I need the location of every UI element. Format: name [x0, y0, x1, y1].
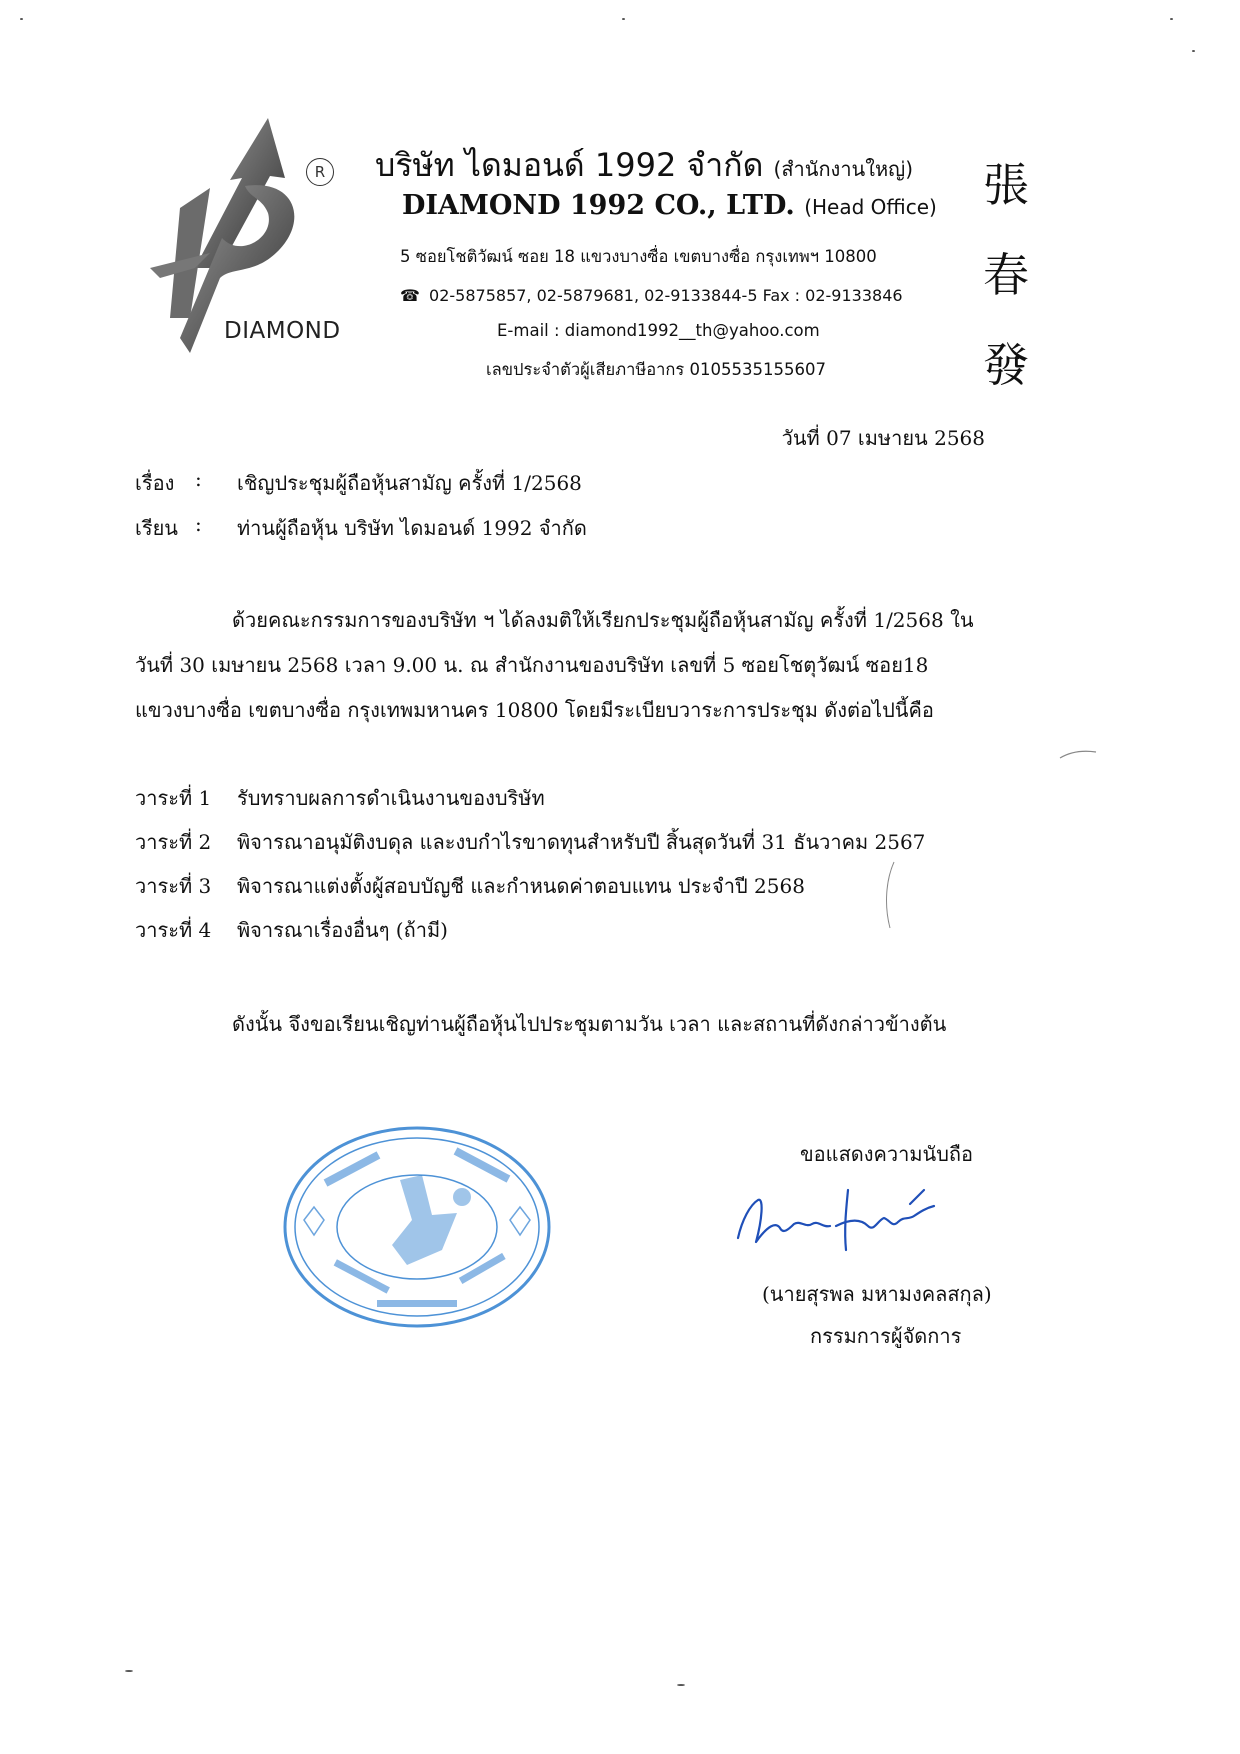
- agenda-item-label: วาระที่ 4: [135, 918, 212, 942]
- body-line: แขวงบางซื่อ เขตบางซื่อ กรุงเทพมหานคร 10800 โดยมีระเบียบวาระการประชุม ดังต่อไปนี้คือ: [135, 698, 934, 722]
- agenda-item-label: วาระที่ 3: [135, 874, 212, 898]
- agenda-item-text: พิจารณาเรื่องอื่นๆ (ถ้ามี): [237, 918, 448, 942]
- agenda-item-label: วาระที่ 1: [135, 786, 212, 810]
- agenda-item-text: พิจารณาอนุมัติงบดุล และงบกำไรขาดทุนสำหรับปี สิ้นสุดวันที่ 31 ธันวาคม 2567: [237, 830, 926, 854]
- company-branch-english: (Head Office): [804, 195, 937, 219]
- telephone-icon: ☎: [400, 286, 420, 305]
- agenda-item-text: พิจารณาแต่งตั้งผู้สอบบัญชี และกำหนดค่าตอบแทน ประจำปี 2568: [237, 874, 805, 898]
- scan-mark: [880, 860, 900, 930]
- chinese-name-vertical: [978, 140, 1034, 410]
- company-tax-id: เลขประจำตัวผู้เสียภาษีอากร 0105535155607: [486, 360, 826, 379]
- closing-line: ดังนั้น จึงขอเรียนเชิญท่านผู้ถือหุ้นไปประชุมตามวัน เวลา และสถานที่ดังกล่าวข้างต้น: [232, 1012, 947, 1036]
- logo-wordmark: DIAMOND: [224, 318, 341, 344]
- recipient-label: เรียน: [135, 516, 178, 540]
- subject-colon: :: [195, 467, 202, 491]
- body-line: ด้วยคณะกรรมการของบริษัท ฯ ได้ลงมติให้เรียกประชุมผู้ถือหุ้นสามัญ ครั้งที่ 1/2568 ใน: [232, 608, 974, 632]
- scan-mark: [1058, 748, 1098, 762]
- chinese-char: 春: [983, 248, 1029, 302]
- body-line: วันที่ 30 เมษายน 2568 เวลา 9.00 น. ณ สำนักงานของบริษัท เลขที่ 5 ซอยโชตุวัฒน์ ซอย18: [135, 653, 929, 677]
- company-branch-thai: (สำนักงานใหญ่): [773, 157, 914, 181]
- scan-speck: [20, 18, 23, 20]
- scan-speck: [1170, 18, 1173, 20]
- recipient-colon: :: [195, 512, 202, 536]
- company-stamp: [282, 1125, 552, 1330]
- company-phones: 02-5875857, 02-5879681, 02-9133844-5 Fax : 02-9133846: [429, 286, 903, 305]
- scan-speck: [1192, 50, 1195, 52]
- registered-mark: R: [306, 158, 334, 186]
- agenda-item-label: วาระที่ 2: [135, 830, 212, 854]
- agenda-item-text: รับทราบผลการดำเนินงานของบริษัท: [237, 786, 545, 810]
- chinese-char: 張: [983, 158, 1029, 212]
- scan-speck: [677, 1684, 685, 1686]
- company-phone-line: [400, 286, 903, 305]
- company-email: E-mail : diamond1992__th@yahoo.com: [497, 321, 820, 340]
- company-name-thai: [375, 140, 913, 191]
- chinese-char: 發: [983, 338, 1029, 392]
- letter-date: วันที่ 07 เมษายน 2568: [781, 426, 985, 450]
- scan-speck: [622, 18, 625, 20]
- company-name-thai-text: บริษัท ไดมอนด์ 1992 จำกัด: [375, 146, 764, 184]
- company-name-english-text: DIAMOND 1992 CO., LTD.: [402, 190, 795, 221]
- subject-label: เรื่อง: [135, 471, 175, 495]
- signer-title: กรรมการผู้จัดการ: [810, 1324, 962, 1348]
- recipient-text: ท่านผู้ถือหุ้น บริษัท ไดมอนด์ 1992 จำกัด: [237, 516, 587, 540]
- subject-text: เชิญประชุมผู้ถือหุ้นสามัญ ครั้งที่ 1/2568: [237, 471, 582, 495]
- signer-name: (นายสุรพล มหามงคลสกุล): [762, 1282, 992, 1306]
- scan-speck: [125, 1670, 133, 1672]
- company-address: 5 ซอยโชติวัฒน์ ซอย 18 แขวงบางซื่อ เขตบางซื่อ กรุงเทพฯ 10800: [400, 247, 877, 266]
- company-name-english: [402, 190, 937, 221]
- regards-text: ขอแสดงความนับถือ: [800, 1142, 974, 1166]
- handwritten-signature: [728, 1180, 968, 1260]
